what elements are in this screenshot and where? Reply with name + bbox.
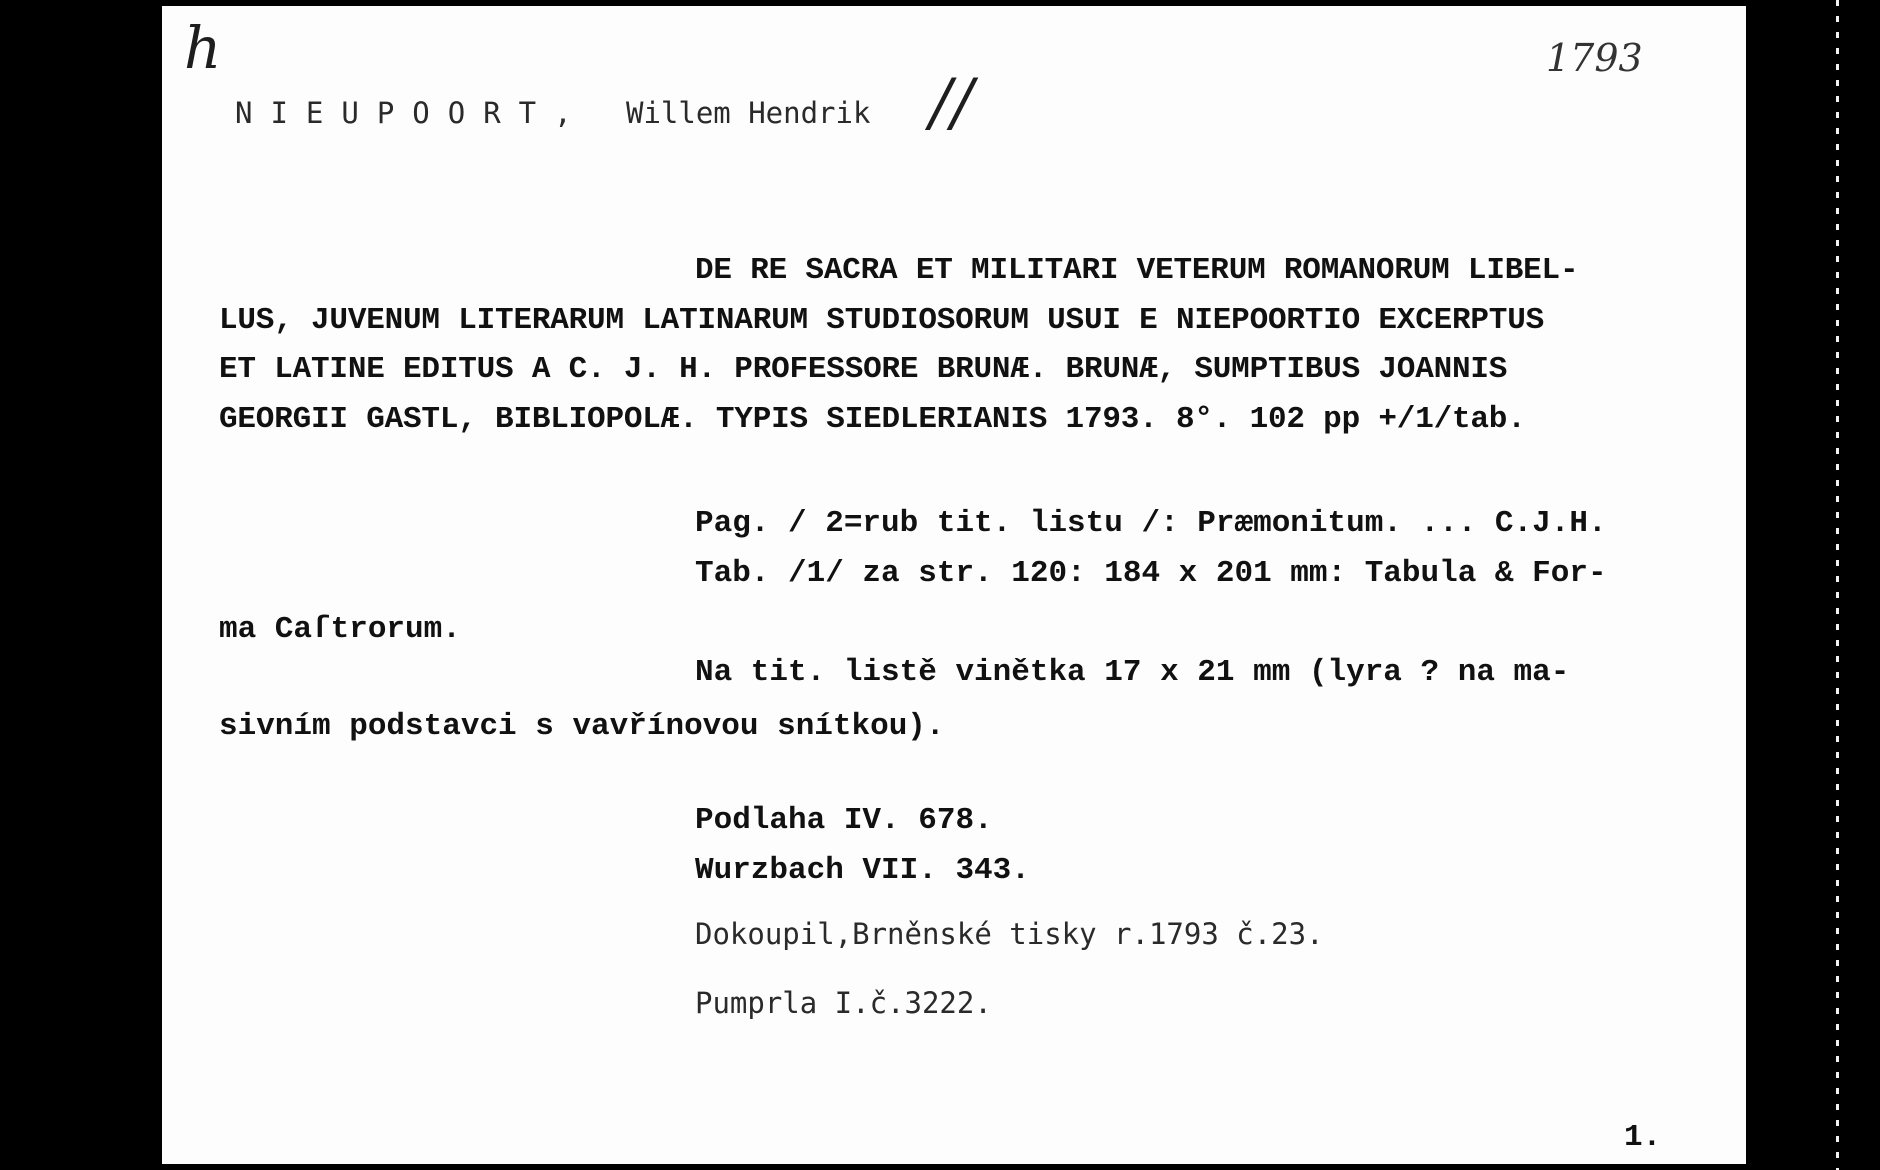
- right-scan-edge: [1836, 0, 1839, 1170]
- note-line: Pag. / 2=rub tit. listu /: Præmonitum. ... C.J.H.: [695, 506, 1607, 541]
- author-given-names: Willem Hendrik: [626, 96, 871, 130]
- corner-handwritten-mark: h: [184, 14, 222, 82]
- title-line: GEORGII GASTL, BIBLIOPOLÆ. TYPIS SIEDLERIANIS 1793. 8°. 102 pp +/1/tab.: [219, 402, 1526, 437]
- note-line: Tab. /1/ za str. 120: 184 x 201 mm: Tabula & For-: [695, 556, 1607, 591]
- title-line: LUS, JUVENUM LITERARUM LATINARUM STUDIOSORUM USUI E NIEPOORTIO EXCERPTUS: [219, 303, 1545, 338]
- author-surname: NIEUPOORT,: [235, 96, 590, 130]
- catalog-number: 1793: [1546, 36, 1643, 80]
- page-number: 1.: [1624, 1120, 1662, 1155]
- reference-line: Dokoupil,Brněnské tisky r.1793 č.23.: [695, 917, 1324, 951]
- reference-line: Podlaha IV. 678.: [695, 803, 993, 838]
- note-line: ma Caſtrorum.: [219, 612, 461, 647]
- reference-line: Pumprla I.č.3222.: [695, 986, 992, 1020]
- title-line: ET LATINE EDITUS A C. J. H. PROFESSORE BRUNÆ. BRUNÆ, SUMPTIBUS JOANNIS: [219, 352, 1508, 387]
- reference-line: Wurzbach VII. 343.: [695, 853, 1030, 888]
- title-line: DE RE SACRA ET MILITARI VETERUM ROMANORUM LIBEL-: [695, 253, 1579, 288]
- note-line: sivním podstavci s vavřínovou snítkou).: [219, 709, 945, 744]
- catalog-card: [162, 6, 1746, 1164]
- note-line: Na tit. listě vinětka 17 x 21 mm (lyra ? na ma-: [695, 655, 1570, 690]
- author-handwritten-marks: //: [930, 66, 974, 140]
